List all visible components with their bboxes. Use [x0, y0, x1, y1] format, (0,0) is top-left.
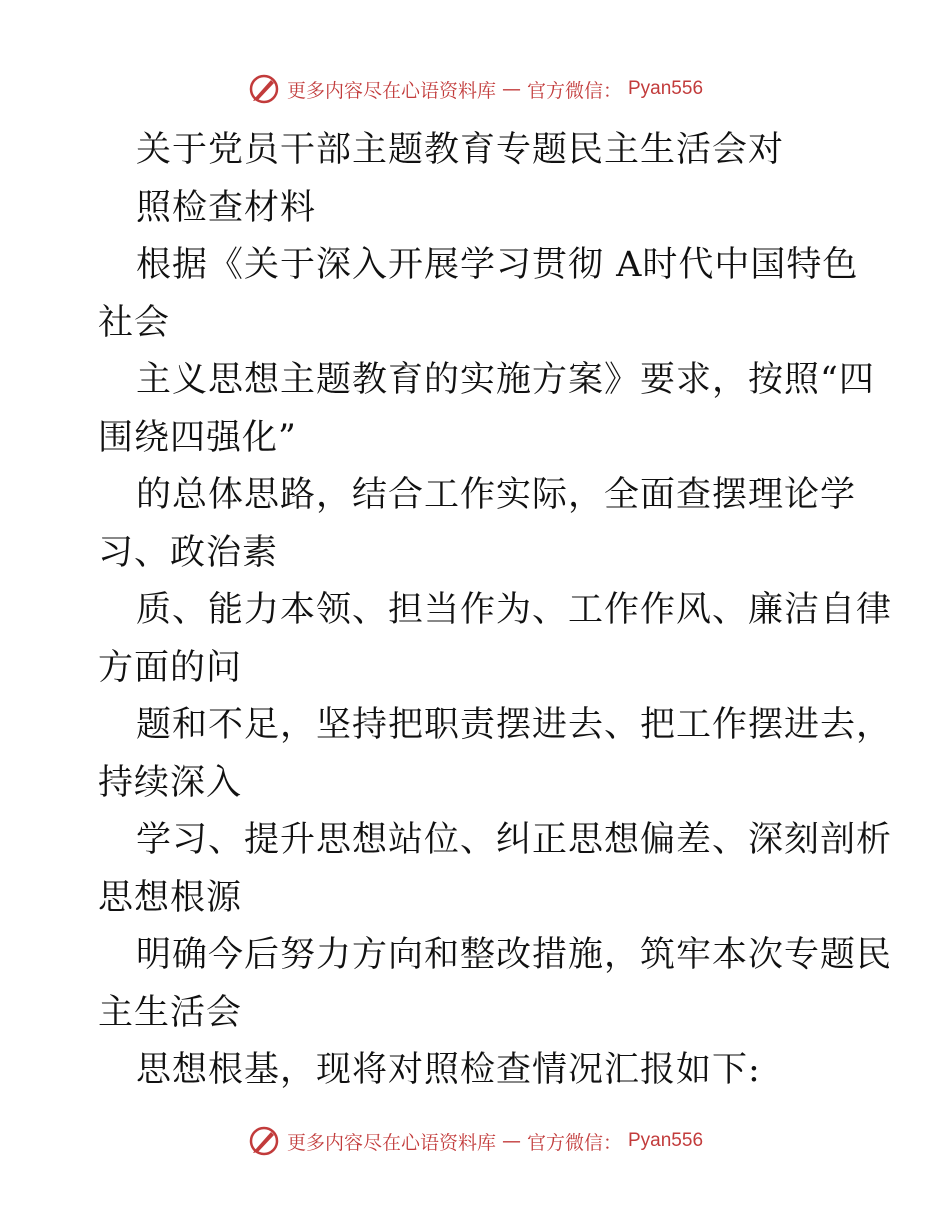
doc-line: 持续深入: [98, 762, 243, 803]
watermark-banner-bottom: [0, 1124, 950, 1158]
watermark-wechat-label: 官方微信：: [526, 1131, 622, 1154]
watermark-dash: —: [501, 78, 521, 100]
pen-logo-icon: [247, 1124, 281, 1158]
doc-line: 质、能力本领、担当作为、工作作风、廉洁自律: [136, 590, 893, 630]
watermark-wechat-label: 官方微信：: [526, 79, 622, 102]
watermark-dash: —: [501, 1130, 521, 1152]
doc-line: 主义思想主题教育的实施方案》要求，按照“四: [136, 360, 875, 400]
doc-line: 围绕四强化”: [98, 417, 297, 458]
doc-line: 思想根源: [98, 877, 243, 918]
doc-line: 方面的问: [98, 647, 243, 688]
doc-line: 照检查材料: [136, 187, 317, 228]
document-body: [98, 122, 893, 1100]
doc-line: 的总体思路，结合工作实际，全面查摆理论学: [136, 475, 857, 515]
doc-line: 学习、提升思想站位、纠正思想偏差、深刻剖析: [136, 820, 893, 860]
watermark-main-text: 更多内容尽在心语资料库: [286, 1131, 496, 1154]
watermark-account: Pyan556: [628, 1130, 704, 1151]
doc-line: 关于党员干部主题教育专题民主生活会对: [136, 130, 785, 170]
doc-line: 题和不足，坚持把职责摆进去、把工作摆进去，: [136, 705, 893, 745]
doc-line: 社会: [98, 302, 171, 343]
watermark-banner-top: [0, 72, 950, 106]
doc-line: 主生活会: [98, 992, 243, 1033]
watermark-account: Pyan556: [628, 78, 704, 99]
watermark-main-text: 更多内容尽在心语资料库: [286, 79, 496, 102]
pen-logo-icon: [247, 72, 281, 106]
doc-line: 思想根基，现将对照检查情况汇报如下:: [136, 1050, 761, 1090]
doc-line: 习、政治素: [98, 532, 279, 573]
doc-line: 根据《关于深入开展学习贯彻 A时代中国特色: [136, 245, 859, 285]
doc-line: 明确今后努力方向和整改措施，筑牢本次专题民: [136, 935, 893, 975]
